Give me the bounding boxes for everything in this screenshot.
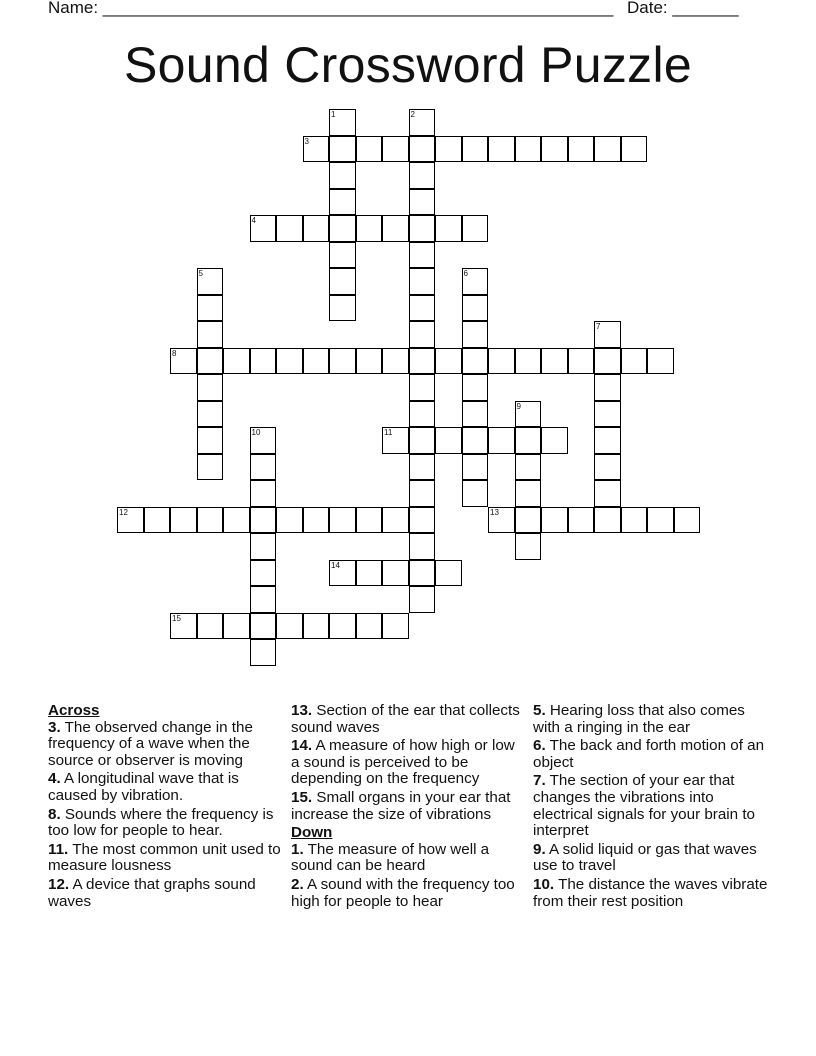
grid-cell[interactable] (409, 215, 436, 242)
clue-text: Section of the ear that collects sound waves (291, 702, 520, 736)
grid-cell[interactable] (276, 215, 303, 242)
grid-cell[interactable] (382, 613, 409, 640)
grid-cell[interactable] (197, 374, 224, 401)
grid-cell[interactable] (197, 295, 224, 322)
grid-cell[interactable] (409, 109, 436, 136)
clue-number: 8. (48, 805, 61, 823)
grid-cell[interactable] (382, 215, 409, 242)
grid-cell[interactable] (462, 215, 489, 242)
page-title: Sound Crossword Puzzle (124, 37, 692, 93)
cell-number: 9 (516, 401, 521, 411)
clue-number: 3. (48, 718, 61, 736)
cell-number: 5 (198, 269, 203, 278)
clue-number: 12. (48, 875, 70, 893)
grid-cell[interactable] (594, 374, 621, 401)
grid-cell[interactable] (515, 427, 542, 454)
grid-cell[interactable] (462, 454, 489, 481)
clue-column-2 (291, 703, 526, 912)
grid-cell[interactable] (488, 507, 515, 534)
grid-cell[interactable] (462, 427, 489, 454)
grid-cell[interactable] (250, 215, 277, 242)
cell-number: 8 (172, 348, 177, 358)
grid-cell[interactable] (409, 295, 436, 322)
grid-cell[interactable] (409, 189, 436, 216)
cell-number: 4 (251, 216, 256, 225)
grid-cell[interactable] (594, 480, 621, 507)
grid-cell[interactable] (382, 348, 409, 375)
grid-cell[interactable] (197, 401, 224, 428)
grid-cell[interactable] (594, 136, 621, 163)
grid-cell[interactable] (276, 507, 303, 534)
grid-cell[interactable] (409, 136, 436, 163)
grid-cell[interactable] (674, 507, 701, 534)
clue-across-11 (48, 842, 283, 875)
grid-cell[interactable] (462, 136, 489, 163)
grid-cell[interactable] (435, 136, 462, 163)
clue-down-6 (533, 738, 773, 771)
grid-cell[interactable] (197, 268, 224, 295)
grid-cell[interactable] (409, 162, 436, 189)
grid-cell[interactable] (409, 480, 436, 507)
grid-cell[interactable] (356, 348, 383, 375)
clue-number: 10. (533, 875, 555, 893)
grid-cell[interactable] (250, 480, 277, 507)
grid-cell[interactable] (329, 560, 356, 587)
cell-number: 13 (490, 507, 499, 517)
grid-cell[interactable] (144, 507, 171, 534)
clue-column-3 (533, 703, 773, 912)
clue-number: 5. (533, 702, 546, 719)
clue-number: 7. (533, 772, 546, 790)
grid-cell[interactable] (515, 136, 542, 163)
grid-cell[interactable] (170, 507, 197, 534)
grid-cell[interactable] (515, 348, 542, 375)
grid-cell[interactable] (329, 613, 356, 640)
grid-cell[interactable] (568, 348, 595, 375)
clue-text: The measure of how well a sound can be heard (291, 840, 490, 875)
grid-cell[interactable] (223, 507, 250, 534)
grid-cell[interactable] (541, 427, 568, 454)
cell-number: 15 (172, 613, 181, 623)
grid-cell[interactable] (515, 401, 542, 428)
grid-cell[interactable] (250, 560, 277, 587)
cell-number: 12 (119, 507, 128, 517)
cell-number: 11 (384, 428, 393, 437)
cell-number: 2 (410, 110, 415, 119)
clue-text: A solid liquid or gas that waves use to travel (533, 840, 757, 875)
clue-text: The back and forth motion of an object (533, 737, 765, 771)
grid-cell[interactable] (594, 427, 621, 454)
grid-cell[interactable] (647, 348, 674, 375)
grid-cell[interactable] (382, 507, 409, 534)
clue-down-7 (533, 773, 773, 839)
grid-cell[interactable] (329, 189, 356, 216)
grid-cell[interactable] (409, 401, 436, 428)
clue-across-13 (291, 703, 526, 736)
grid-cell[interactable] (250, 613, 277, 640)
grid-cell[interactable] (223, 348, 250, 375)
grid-cell[interactable] (276, 348, 303, 375)
clue-number: 14. (291, 737, 313, 755)
clue-text: The most common unit used to measure lousness (48, 840, 281, 875)
clue-text: Small organs in your ear that increase the size of vibrations (291, 788, 511, 823)
grid-cell[interactable] (329, 268, 356, 295)
grid-cell[interactable] (117, 507, 144, 534)
grid-cell[interactable] (250, 586, 277, 613)
grid-cell[interactable] (621, 348, 648, 375)
date-field-label[interactable]: Date: _______ (627, 0, 739, 17)
grid-cell[interactable] (329, 162, 356, 189)
grid-cell[interactable] (488, 136, 515, 163)
grid-cell[interactable] (409, 560, 436, 587)
clue-down-10 (533, 877, 773, 910)
grid-cell[interactable] (409, 533, 436, 560)
clue-text: A longitudinal wave that is caused by vibration. (48, 770, 239, 804)
grid-cell[interactable] (462, 295, 489, 322)
grid-cell[interactable] (329, 215, 356, 242)
cell-number: 1 (331, 110, 336, 119)
grid-cell[interactable] (382, 560, 409, 587)
grid-cell[interactable] (621, 136, 648, 163)
grid-cell[interactable] (541, 136, 568, 163)
grid-cell[interactable] (250, 639, 277, 666)
grid-cell[interactable] (541, 348, 568, 375)
grid-cell[interactable] (170, 348, 197, 375)
grid-cell[interactable] (462, 348, 489, 375)
grid-cell[interactable] (435, 348, 462, 375)
grid-cell[interactable] (303, 215, 330, 242)
clue-across-12 (48, 877, 283, 910)
grid-cell[interactable] (435, 427, 462, 454)
grid-cell[interactable] (462, 480, 489, 507)
grid-cell[interactable] (409, 321, 436, 348)
grid-cell[interactable] (356, 560, 383, 587)
grid-cell[interactable] (250, 507, 277, 534)
grid-cell[interactable] (250, 348, 277, 375)
grid-cell[interactable] (568, 136, 595, 163)
grid-cell[interactable] (329, 109, 356, 136)
clue-number: 6. (533, 737, 546, 755)
grid-cell[interactable] (488, 427, 515, 454)
grid-cell[interactable] (197, 507, 224, 534)
clue-text: A sound with the frequency too high for people to hear (291, 875, 515, 910)
grid-cell[interactable] (435, 560, 462, 587)
clue-text: The observed change in the frequency of a wave when the source or observer is moving (48, 718, 253, 769)
grid-cell[interactable] (515, 507, 542, 534)
cell-number: 7 (596, 322, 601, 331)
grid-cell[interactable] (170, 613, 197, 640)
clue-down-2 (291, 877, 526, 910)
grid-cell[interactable] (409, 268, 436, 295)
grid-cell[interactable] (594, 454, 621, 481)
grid-cell[interactable] (329, 295, 356, 322)
clue-number: 15. (291, 788, 313, 806)
clue-down-1 (291, 842, 526, 875)
grid-cell[interactable] (462, 268, 489, 295)
clue-down-5 (533, 703, 773, 736)
grid-cell[interactable] (303, 136, 330, 163)
clue-across-8 (48, 807, 283, 840)
clue-text: A measure of how high or low a sound is perceived to be depending on the frequency (291, 737, 515, 788)
grid-cell[interactable] (356, 215, 383, 242)
clue-number: 4. (48, 770, 61, 788)
grid-cell[interactable] (409, 242, 436, 269)
clue-number: 1. (291, 840, 304, 858)
grid-cell[interactable] (303, 348, 330, 375)
clue-across-4 (48, 771, 283, 804)
grid-cell[interactable] (409, 427, 436, 454)
grid-cell[interactable] (488, 348, 515, 375)
grid-cell[interactable] (462, 374, 489, 401)
grid-cell[interactable] (594, 348, 621, 375)
grid-cell[interactable] (594, 401, 621, 428)
grid-cell[interactable] (515, 454, 542, 481)
cell-number: 10 (251, 428, 261, 437)
clue-across-3 (48, 720, 283, 770)
clue-number: 11. (48, 840, 69, 858)
grid-cell[interactable] (409, 507, 436, 534)
clue-text: A device that graphs sound waves (48, 875, 256, 910)
grid-cell[interactable] (329, 507, 356, 534)
grid-cell[interactable] (647, 507, 674, 534)
clue-text: Hearing loss that also comes with a ringing in the ear (533, 702, 745, 736)
grid-cell[interactable] (515, 533, 542, 560)
grid-cell[interactable] (462, 321, 489, 348)
clue-across-15 (291, 790, 526, 823)
grid-cell[interactable] (197, 454, 224, 481)
grid-cell[interactable] (515, 480, 542, 507)
grid-cell[interactable] (197, 321, 224, 348)
clue-number: 13. (291, 702, 313, 719)
grid-cell[interactable] (356, 613, 383, 640)
grid-cell[interactable] (568, 507, 595, 534)
grid-cell[interactable] (382, 427, 409, 454)
grid-cell[interactable] (462, 401, 489, 428)
grid-cell[interactable] (409, 348, 436, 375)
grid-cell[interactable] (329, 348, 356, 375)
grid-cell[interactable] (594, 321, 621, 348)
grid-cell[interactable] (329, 136, 356, 163)
down-heading: Down (291, 824, 333, 842)
grid-cell[interactable] (197, 348, 224, 375)
grid-cell[interactable] (356, 136, 383, 163)
grid-cell[interactable] (250, 533, 277, 560)
grid-cell[interactable] (276, 613, 303, 640)
grid-cell[interactable] (621, 507, 648, 534)
clue-text: The section of your ear that changes the vibrations into electrical signals for your brain to interpret (533, 772, 756, 840)
grid-cell[interactable] (303, 507, 330, 534)
clue-across-14 (291, 738, 526, 788)
across-heading: Across (48, 702, 100, 719)
grid-cell[interactable] (541, 507, 568, 534)
clue-number: 9. (533, 840, 546, 858)
grid-cell[interactable] (303, 613, 330, 640)
clue-text: Sounds where the frequency is too low for people to hear. (48, 805, 274, 840)
clue-number: 2. (291, 875, 304, 893)
grid-cell[interactable] (329, 242, 356, 269)
grid-cell[interactable] (409, 586, 436, 613)
grid-cell[interactable] (382, 136, 409, 163)
cell-number: 6 (463, 269, 468, 278)
grid-cell[interactable] (250, 454, 277, 481)
grid-cell[interactable] (197, 427, 224, 454)
grid-cell[interactable] (409, 374, 436, 401)
grid-cell[interactable] (197, 613, 224, 640)
clue-column-1 (48, 703, 283, 912)
grid-cell[interactable] (223, 613, 250, 640)
cell-number: 14 (331, 560, 340, 570)
clue-text: The distance the waves vibrate from their rest position (533, 875, 768, 910)
cell-number: 3 (304, 136, 309, 146)
grid-cell[interactable] (435, 215, 462, 242)
grid-cell[interactable] (356, 507, 383, 534)
grid-cell[interactable] (594, 507, 621, 534)
name-field-label[interactable]: Name: ______________________________________________________ (48, 0, 614, 17)
grid-cell[interactable] (409, 454, 436, 481)
clue-down-9 (533, 842, 773, 875)
grid-cell[interactable] (250, 427, 277, 454)
